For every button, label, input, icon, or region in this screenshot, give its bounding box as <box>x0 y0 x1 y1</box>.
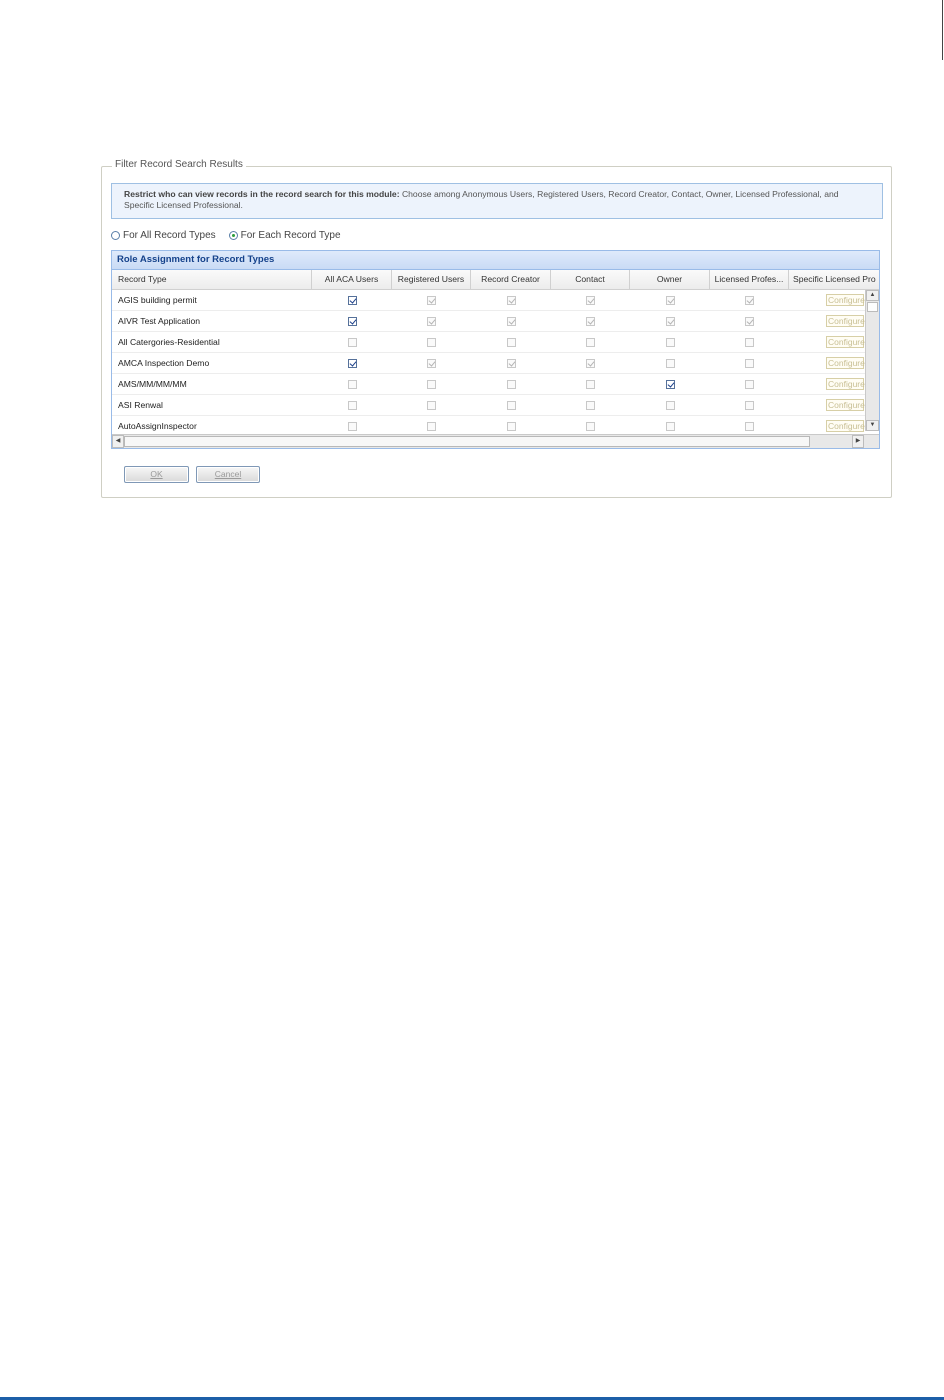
owner-cell <box>630 374 710 394</box>
vertical-scroll-thumb[interactable] <box>867 302 878 312</box>
scroll-down-arrow-icon[interactable]: ▼ <box>866 420 879 431</box>
licensed-professional-cell <box>710 353 789 373</box>
filter-record-search-results-panel <box>101 159 892 498</box>
registered-users-cell <box>392 416 471 436</box>
all-aca-users-cell <box>312 353 392 373</box>
registered-users-cell <box>392 353 471 373</box>
cancel-button[interactable] <box>196 466 260 483</box>
registered-users-checkbox[interactable] <box>427 401 436 410</box>
record-creator-cell <box>471 311 551 331</box>
info-text: Choose among Anonymous Users, Registered Users, Record Creator, Contact, Owner, Licensed Professional, and Specific Licensed Professional. <box>124 189 839 210</box>
all-aca-users-checkbox[interactable] <box>348 359 357 368</box>
owner-checkbox[interactable] <box>666 338 675 347</box>
owner-checkbox[interactable] <box>666 401 675 410</box>
table-row[interactable] <box>112 332 879 353</box>
grid-body <box>112 290 879 431</box>
page-edge-line <box>942 0 943 60</box>
cancel-button-label: Cancel <box>214 469 242 479</box>
scope-radio-group <box>111 230 354 241</box>
all-aca-users-checkbox[interactable] <box>348 422 357 431</box>
col-header-contact[interactable]: Contact <box>551 270 630 289</box>
col-header-licensed-professional[interactable]: Licensed Profes... <box>710 270 789 289</box>
radio-all-record-types-label[interactable]: For All Record Types <box>123 230 216 241</box>
radio-each-record-type[interactable] <box>229 231 238 240</box>
record-type-cell: AutoAssignInspector <box>118 421 197 431</box>
owner-checkbox[interactable] <box>666 317 675 326</box>
grid-header <box>112 270 879 290</box>
registered-users-checkbox[interactable] <box>427 296 436 305</box>
record-creator-checkbox[interactable] <box>507 317 516 326</box>
record-type-cell: AGIS building permit <box>118 295 197 305</box>
col-header-registered-users[interactable]: Registered Users <box>392 270 471 289</box>
specific-licensed-professional-cell <box>789 416 865 436</box>
radio-each-record-type-label[interactable]: For Each Record Type <box>240 230 341 241</box>
record-creator-checkbox[interactable] <box>507 422 516 431</box>
registered-users-cell <box>392 332 471 352</box>
record-creator-cell <box>471 374 551 394</box>
contact-checkbox[interactable] <box>586 401 595 410</box>
all-aca-users-checkbox[interactable] <box>348 380 357 389</box>
contact-checkbox[interactable] <box>586 338 595 347</box>
record-creator-checkbox[interactable] <box>507 359 516 368</box>
licensed-professional-checkbox[interactable] <box>745 422 754 431</box>
contact-cell <box>551 353 630 373</box>
col-header-owner[interactable]: Owner <box>630 270 710 289</box>
licensed-professional-checkbox[interactable] <box>745 338 754 347</box>
owner-cell <box>630 395 710 415</box>
contact-cell <box>551 416 630 436</box>
specific-licensed-professional-cell <box>789 332 865 352</box>
info-box <box>111 183 883 219</box>
all-aca-users-cell <box>312 311 392 331</box>
licensed-professional-cell <box>710 290 789 310</box>
licensed-professional-checkbox[interactable] <box>745 359 754 368</box>
registered-users-checkbox[interactable] <box>427 317 436 326</box>
info-bold-text: Restrict who can view records in the record search for this module: <box>124 189 400 199</box>
configure-button[interactable]: Configure <box>828 295 865 305</box>
col-header-specific-licensed-professional[interactable]: Specific Licensed Pro <box>793 274 876 284</box>
record-creator-cell <box>471 290 551 310</box>
licensed-professional-cell <box>710 332 789 352</box>
registered-users-checkbox[interactable] <box>427 359 436 368</box>
registered-users-cell <box>392 374 471 394</box>
specific-licensed-professional-cell <box>789 395 865 415</box>
specific-licensed-professional-cell <box>789 374 865 394</box>
scroll-right-arrow-icon[interactable]: ▶ <box>852 435 864 448</box>
all-aca-users-cell <box>312 395 392 415</box>
record-creator-cell <box>471 395 551 415</box>
owner-cell <box>630 311 710 331</box>
record-type-cell: AIVR Test Application <box>118 316 201 326</box>
registered-users-cell <box>392 290 471 310</box>
horizontal-scroll-thumb[interactable] <box>124 436 810 447</box>
record-type-cell: AMS/MM/MM/MM <box>118 379 187 389</box>
contact-cell <box>551 311 630 331</box>
contact-cell <box>551 290 630 310</box>
radio-all-record-types[interactable] <box>111 231 120 240</box>
contact-cell <box>551 332 630 352</box>
owner-checkbox[interactable] <box>666 380 675 389</box>
scroll-left-arrow-icon[interactable]: ◀ <box>112 435 124 448</box>
ok-button[interactable] <box>124 466 189 483</box>
ok-button-label: OK <box>150 469 163 479</box>
licensed-professional-cell <box>710 416 789 436</box>
all-aca-users-checkbox[interactable] <box>348 401 357 410</box>
all-aca-users-cell <box>312 374 392 394</box>
owner-checkbox[interactable] <box>666 422 675 431</box>
grid-rows <box>112 290 879 437</box>
contact-checkbox[interactable] <box>586 359 595 368</box>
owner-checkbox[interactable] <box>666 296 675 305</box>
contact-checkbox[interactable] <box>586 317 595 326</box>
horizontal-scrollbar[interactable] <box>112 434 879 448</box>
licensed-professional-checkbox[interactable] <box>745 380 754 389</box>
record-creator-checkbox[interactable] <box>507 401 516 410</box>
contact-cell <box>551 374 630 394</box>
licensed-professional-checkbox[interactable] <box>745 317 754 326</box>
owner-checkbox[interactable] <box>666 359 675 368</box>
configure-button[interactable]: Configure <box>828 316 865 326</box>
scrollbar-corner <box>864 435 879 448</box>
configure-button[interactable]: Configure <box>828 421 865 431</box>
registered-users-cell <box>392 311 471 331</box>
licensed-professional-cell <box>710 311 789 331</box>
vertical-scrollbar[interactable] <box>865 290 879 431</box>
table-row[interactable] <box>112 311 879 332</box>
record-type-cell: ASI Renwal <box>118 400 163 410</box>
configure-button[interactable]: Configure <box>828 400 865 410</box>
contact-checkbox[interactable] <box>586 296 595 305</box>
configure-button[interactable]: Configure <box>828 358 865 368</box>
record-type-cell: All Catergories-Residential <box>118 337 220 347</box>
record-creator-cell <box>471 332 551 352</box>
table-row[interactable] <box>112 353 879 374</box>
contact-checkbox[interactable] <box>586 422 595 431</box>
grid-title: Role Assignment for Record Types <box>112 251 879 270</box>
record-type-cell: AMCA Inspection Demo <box>118 358 210 368</box>
configure-button[interactable]: Configure <box>828 337 865 347</box>
owner-cell <box>630 332 710 352</box>
owner-cell <box>630 353 710 373</box>
table-row[interactable] <box>112 395 879 416</box>
table-row[interactable] <box>112 374 879 395</box>
specific-licensed-professional-cell <box>789 311 865 331</box>
all-aca-users-checkbox[interactable] <box>348 317 357 326</box>
all-aca-users-cell <box>312 290 392 310</box>
record-creator-checkbox[interactable] <box>507 296 516 305</box>
all-aca-users-cell <box>312 416 392 436</box>
all-aca-users-checkbox[interactable] <box>348 296 357 305</box>
specific-licensed-professional-cell <box>789 290 865 310</box>
all-aca-users-cell <box>312 332 392 352</box>
record-creator-checkbox[interactable] <box>507 380 516 389</box>
record-creator-checkbox[interactable] <box>507 338 516 347</box>
table-row[interactable] <box>112 290 879 311</box>
col-header-all-aca-users[interactable]: All ACA Users <box>312 270 392 289</box>
record-creator-cell <box>471 353 551 373</box>
licensed-professional-cell <box>710 395 789 415</box>
licensed-professional-checkbox[interactable] <box>745 296 754 305</box>
col-header-record-creator[interactable]: Record Creator <box>471 270 551 289</box>
panel-legend: Filter Record Search Results <box>112 159 246 170</box>
role-assignment-grid <box>111 250 880 449</box>
scroll-up-arrow-icon[interactable]: ▲ <box>866 290 879 301</box>
licensed-professional-checkbox[interactable] <box>745 401 754 410</box>
specific-licensed-professional-cell <box>789 353 865 373</box>
record-creator-cell <box>471 416 551 436</box>
contact-cell <box>551 395 630 415</box>
licensed-professional-cell <box>710 374 789 394</box>
registered-users-checkbox[interactable] <box>427 338 436 347</box>
owner-cell <box>630 290 710 310</box>
owner-cell <box>630 416 710 436</box>
registered-users-cell <box>392 395 471 415</box>
registered-users-checkbox[interactable] <box>427 422 436 431</box>
registered-users-checkbox[interactable] <box>427 380 436 389</box>
contact-checkbox[interactable] <box>586 380 595 389</box>
col-header-record-type[interactable]: Record Type <box>112 270 312 289</box>
all-aca-users-checkbox[interactable] <box>348 338 357 347</box>
configure-button[interactable]: Configure <box>828 379 865 389</box>
